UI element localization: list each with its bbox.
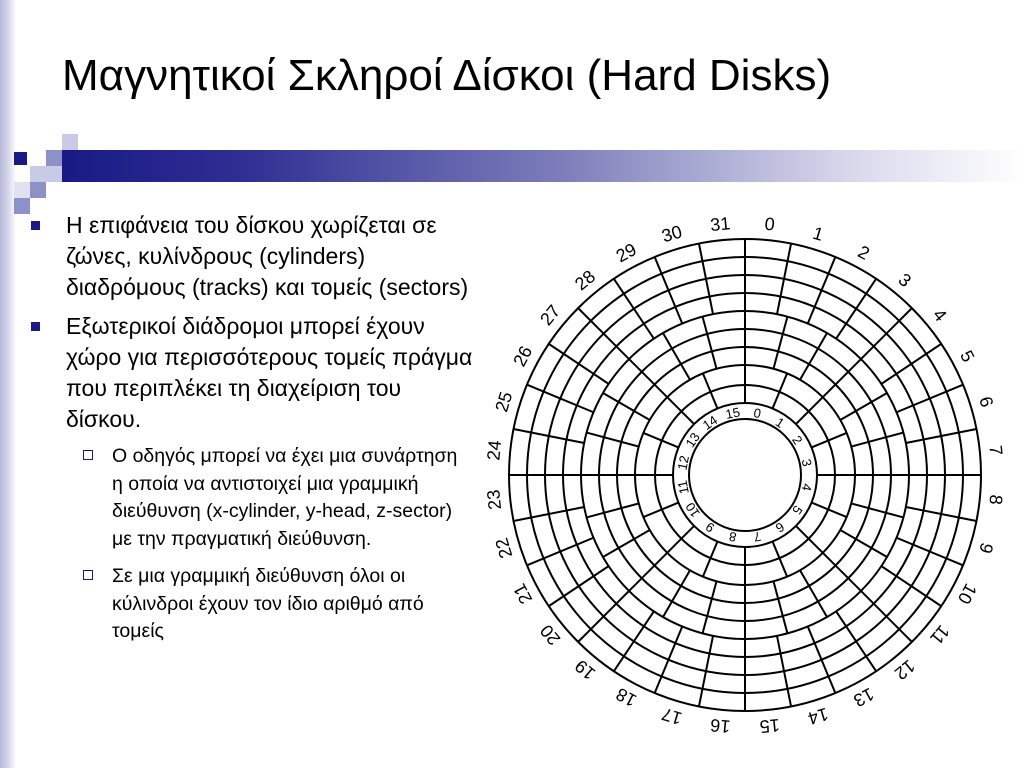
outer-sector-label: 11 [926,621,954,649]
outer-sector-label: 0 [763,213,776,235]
outer-sector-label: 14 [805,703,831,729]
sector-divider-outer [861,308,912,359]
inner-sector-label: 7 [752,528,763,545]
inner-sector-label: 4 [798,482,815,493]
sector-divider-middle [773,581,787,633]
outer-sector-label: 21 [509,580,537,608]
outer-sector-label: 7 [985,444,1007,457]
slide-title: Μαγνητικοί Σκληροί Δίσκοι (Hard Disks) [62,51,832,100]
inner-sector-label: 13 [682,429,703,451]
bullet-text: Η επιφάνεια του δίσκου χωρίζεται σε ζώνες, κυλίνδρους (cylinders) διαδρόμους (tracks) και τομείς (sectors) [66,212,469,300]
track-circle [689,419,801,531]
inner-sector-label: 5 [789,502,806,518]
outer-sector-label: 23 [483,488,506,511]
inner-sector-label: 15 [724,404,742,422]
outer-sector-label: 6 [975,394,998,410]
inner-sector-label: 14 [699,412,721,433]
outer-sector-label: 18 [612,683,640,711]
outer-sector-label: 24 [483,439,506,462]
outer-sector-label: 27 [536,301,565,330]
outer-sector-label: 15 [758,714,781,737]
outer-sector-label: 29 [612,239,640,267]
outer-sector-label: 17 [659,703,685,729]
inner-sector-label: 3 [798,457,815,468]
outer-sector-label: 28 [571,266,600,295]
track-circle [673,403,817,547]
sector-divider-middle [587,503,639,517]
outer-sector-label: 20 [536,620,565,649]
bullet-text: Εξωτερικοί διάδρομοι μπορεί έχουν χώρο για περισσότερους τομείς πράγμα που περιπλέκει τη διαχείριση του δίσκου. [66,313,473,432]
outer-sector-label: 2 [854,241,873,264]
sector-divider-inner [667,526,694,553]
outer-sector-label: 5 [956,347,979,366]
sector-divider-inner [667,397,694,424]
outer-sector-label: 12 [890,655,919,684]
inner-sector-label: 11 [674,479,692,496]
outer-sector-label: 10 [953,580,981,608]
sector-divider-outer [578,308,629,359]
outer-sector-label: 4 [928,304,951,326]
outer-sector-label: 13 [850,683,878,711]
outer-sector-label: 3 [894,269,916,292]
outer-sector-label: 8 [985,493,1007,506]
sector-divider-inner [796,397,823,424]
sector-divider-inner [796,526,823,553]
outer-sector-label: 30 [659,221,685,247]
sector-divider-middle [587,433,639,447]
outer-sector-label: 1 [810,222,826,245]
inner-sector-label: 8 [727,528,738,545]
inner-sector-label: 0 [752,405,763,422]
sub-bullet-text: Σε μια γραμμική διεύθυνση όλοι οι κύλινδροι έχουν τον ίδιο αριθμό από τομείς [112,565,424,642]
sector-divider-middle [851,503,903,517]
sector-divider-middle [703,581,717,633]
outer-sector-label: 26 [509,342,537,370]
inner-sector-label: 6 [772,519,788,536]
outer-sector-label: 9 [975,540,998,556]
inner-sector-label: 1 [772,414,788,431]
outer-sector-label: 25 [491,389,517,415]
inner-sector-label: 2 [789,432,806,448]
inner-sector-label: 9 [702,519,718,536]
sector-divider-outer [861,591,912,642]
inner-sector-label: 10 [682,499,703,521]
sector-divider-outer [578,591,629,642]
sub-bullet-text: Ο οδηγός μπορεί να έχει μια συνάρτηση η οποία να αντιστοιχεί μια γραμμική διεύθυνση (x-cylinder, y-head, z-sector) με την πραγματική διεύθυνση. [112,445,458,550]
outer-sector-label: 19 [571,655,600,684]
outer-sector-label: 31 [709,213,732,236]
outer-sector-label: 22 [491,535,517,561]
inner-sector-label: 12 [674,454,692,472]
sector-divider-middle [703,317,717,369]
sector-divider-middle [851,433,903,447]
sector-divider-middle [773,317,787,369]
outer-sector-label: 16 [709,714,732,737]
